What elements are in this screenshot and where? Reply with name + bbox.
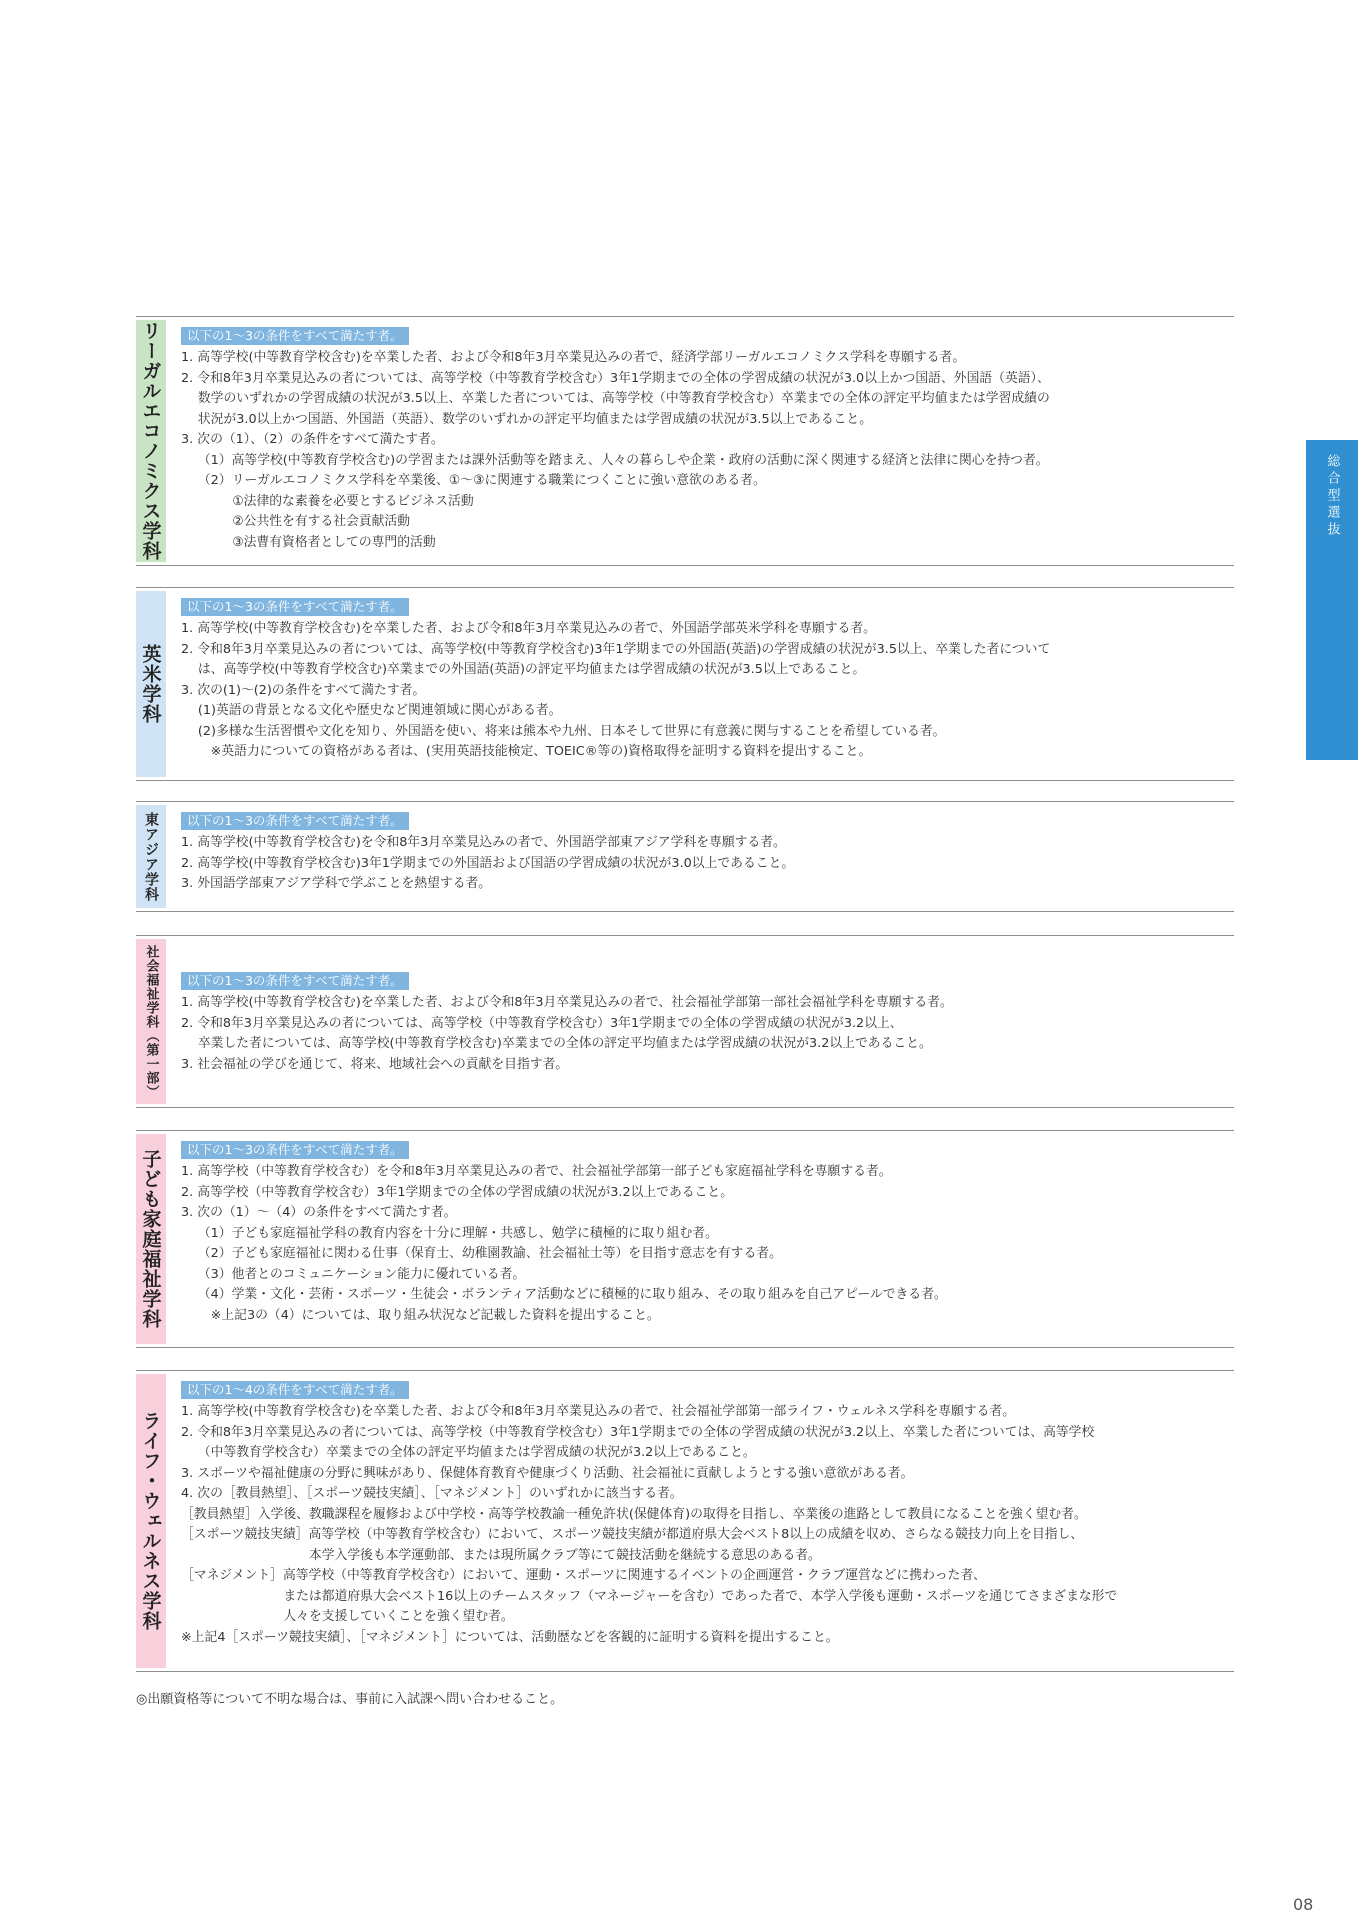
section-label: 社会福祉学科（第一部） (136, 939, 166, 1104)
conditions-list (181, 1162, 1234, 1326)
section-content (181, 810, 1234, 895)
condition-line: ①法律的な素養を必要とするビジネス活動 (181, 493, 474, 509)
condition-line: (1)英語の背景となる文化や歴史など関連領域に関心がある者。 (181, 703, 562, 718)
condition-line: 3. 外国語学部東アジア学科で学ぶことを熱望する者。 (181, 876, 492, 891)
section-label: 英米学科 (136, 591, 166, 777)
condition-line: 3. 次の(1)～(2)の条件をすべて満たす者。 (181, 682, 426, 698)
inquiry-footnote: ◎出願資格等について不明な場合は、事前に入試課へ問い合わせること。 (136, 1692, 564, 1707)
condition-line: 数学のいずれかの学習成績の状況が3.5以上、卒業した者については、高等学校（中等教育学校含む）卒業までの全体の評定平均値または学習成績の (181, 391, 1050, 406)
conditions-list (181, 1402, 1234, 1648)
condition-line: (2)多様な生活習慣や文化を知り、外国語を使い、将来は熊本や九州、日本そして世界に有意義に関与することを希望している者。 (181, 723, 946, 739)
section-label: 東アジア学科 (136, 805, 166, 908)
condition-line: 1. 高等学校(中等教育学校含む)を卒業した者、および令和8年3月卒業見込みの者で、社会福祉学部第一部ライフ・ウェルネス学科を専願する者。 (181, 1404, 1016, 1419)
condition-line: ［マネジメント］高等学校（中等教育学校含む）において、運動・スポーツに関連するイベントの企画運営・クラブ運営などに携わった者、 (181, 1568, 986, 1583)
condition-line: （4）学業・文化・芸術・スポーツ・生徒会・ボランティア活動などに積極的に取り組み、その取り組みを自己アピールできる者。 (181, 1287, 947, 1302)
condition-line: 3. スポーツや福祉健康の分野に興味があり、保健体育教育や健康づくり活動、社会福祉に貢献しようとする強い意欲がある者。 (181, 1465, 914, 1481)
condition-line: 3. 次の（1）～（4）の条件をすべて満たす者。 (181, 1205, 457, 1220)
condition-line: または都道府県大会ベスト16以上のチームスタッフ（マネージャーを含む）であった者で、本学入学後も運動・スポーツを通じてさまざまな形で (181, 1588, 1118, 1604)
condition-line: （2）子ども家庭福祉に関わる仕事（保育士、幼稚園教諭、社会福祉士等）を目指す意志を有する者。 (181, 1246, 782, 1261)
conditions-list (181, 993, 1234, 1075)
condition-line: 卒業した者については、高等学校(中等教育学校含む)卒業までの全体の評定平均値または学習成績の状況が3.2以上であること。 (181, 1036, 932, 1051)
condition-line: 2. 高等学校(中等教育学校含む)3年1学期までの外国語および国語の学習成績の状況が3.0以上であること。 (181, 855, 795, 871)
section-content (181, 970, 1234, 1075)
conditions-list (181, 619, 1234, 763)
conditions-header: 以下の1～3の条件をすべて満たす者。 (181, 812, 409, 830)
conditions-list (181, 348, 1234, 553)
conditions-list (181, 833, 1234, 895)
section-english-american (136, 587, 1234, 781)
condition-line: 1. 高等学校(中等教育学校含む)を卒業した者、および令和8年3月卒業見込みの者で、外国語学部英米学科を専願する者。 (181, 621, 876, 636)
section-label: 子ども家庭福祉学科 (136, 1134, 166, 1344)
condition-line: （1）子ども家庭福祉学科の教育内容を十分に理解・共感し、勉学に積極的に取り組む者。 (181, 1225, 718, 1241)
condition-line: （1）高等学校(中等教育学校含む)の学習または課外活動等を踏まえ、人々の暮らしや企業・政府の活動に深く関連する経済と法律に関心を持つ者。 (181, 452, 1049, 468)
section-content (181, 1379, 1234, 1648)
condition-line: ※上記3の（4）については、取り組み状況など記載した資料を提出すること。 (181, 1307, 660, 1323)
condition-line: （2）リーガルエコノミクス学科を卒業後、①～③に関連する職業につくことに強い意欲のある者。 (181, 473, 766, 488)
conditions-header: 以下の1～4の条件をすべて満たす者。 (181, 1381, 409, 1399)
condition-line: は、高等学校(中等教育学校含む)卒業までの外国語(英語)の評定平均値または学習成績の状況が3.5以上であること。 (181, 662, 866, 677)
condition-line: 1. 高等学校（中等教育学校含む）を令和8年3月卒業見込みの者で、社会福祉学部第一部子ども家庭福祉学科を専願する者。 (181, 1164, 892, 1179)
condition-line: 2. 令和8年3月卒業見込みの者については、高等学校（中等教育学校含む）3年1学期までの全体の学習成績の状況が3.0以上かつ国語、外国語（英語）、 (181, 370, 1050, 386)
condition-line: ②公共性を有する社会貢献活動 (181, 514, 411, 529)
condition-line: 2. 令和8年3月卒業見込みの者については、高等学校(中等教育学校含む)3年1学期までの外国語(英語)の学習成績の状況が3.5以上、卒業した者について (181, 641, 1051, 657)
condition-line: 1. 高等学校(中等教育学校含む)を卒業した者、および令和8年3月卒業見込みの者で、社会福祉学部第一部社会福祉学科を専願する者。 (181, 995, 953, 1010)
section-legal-economics (136, 316, 1234, 566)
condition-line: （3）他者とのコミュニケーション能力に優れている者。 (181, 1266, 526, 1282)
section-child-family-welfare (136, 1130, 1234, 1348)
condition-line: 本学入学後も本学運動部、または現所属クラブ等にて競技活動を継続する意思のある者。 (181, 1547, 821, 1563)
section-label: ライフ・ウェルネス学科 (136, 1374, 166, 1668)
condition-line: ③法曹有資格者としての専門的活動 (181, 534, 436, 550)
side-tab (1306, 440, 1358, 760)
page-number: 08 (1293, 1895, 1314, 1914)
condition-line: 2. 令和8年3月卒業見込みの者については、高等学校（中等教育学校含む）3年1学期までの全体の学習成績の状況が3.2以上、 (181, 1015, 903, 1031)
condition-line: 1. 高等学校(中等教育学校含む)を卒業した者、および令和8年3月卒業見込みの者で、経済学部リーガルエコノミクス学科を専願する者。 (181, 350, 966, 365)
condition-line: ［教員熱望］入学後、教職課程を履修および中学校・高等学校教諭一種免許状(保健体育)の取得を目指し、卒業後の進路として教員になることを強く望む者。 (181, 1506, 1087, 1522)
conditions-header: 以下の1～3の条件をすべて満たす者。 (181, 327, 409, 345)
section-content (181, 1139, 1234, 1326)
condition-line: ※上記4［スポーツ競技実績］、［マネジメント］については、活動歴などを客観的に証明する資料を提出すること。 (181, 1629, 839, 1645)
section-life-wellness (136, 1370, 1234, 1672)
condition-line: ［スポーツ競技実績］高等学校（中等教育学校含む）において、スポーツ競技実績が都道府県大会ベスト8以上の成績を収め、さらなる競技力向上を目指し、 (181, 1527, 1084, 1542)
conditions-header: 以下の1～3の条件をすべて満たす者。 (181, 1141, 409, 1159)
condition-line: 2. 高等学校（中等教育学校含む）3年1学期までの全体の学習成績の状況が3.2以上であること。 (181, 1184, 733, 1200)
condition-line: 3. 社会福祉の学びを通じて、将来、地域社会への貢献を目指す者。 (181, 1056, 569, 1072)
condition-line: 状況が3.0以上かつ国語、外国語（英語）、数学のいずれかの評定平均値または学習成績の状況が3.5以上であること。 (181, 411, 873, 427)
section-social-welfare (136, 935, 1234, 1108)
side-tab-label: 総合型選抜 (1324, 454, 1340, 539)
section-east-asia (136, 801, 1234, 912)
condition-line: ※英語力についての資格がある者は、(実用英語技能検定、TOEIC®等の)資格取得を証明する資料を提出すること。 (181, 744, 872, 759)
section-content (181, 596, 1234, 763)
condition-line: 人々を支援していくことを強く望む者。 (181, 1609, 514, 1624)
condition-line: 1. 高等学校(中等教育学校含む)を令和8年3月卒業見込みの者で、外国語学部東アジア学科を専願する者。 (181, 835, 786, 850)
section-content (181, 325, 1234, 553)
section-label: リーガルエコノミクス学科 (136, 320, 166, 562)
conditions-header: 以下の1～3の条件をすべて満たす者。 (181, 598, 409, 616)
condition-line: 4. 次の［教員熱望］、［スポーツ競技実績］、［マネジメント］のいずれかに該当する者。 (181, 1486, 683, 1501)
conditions-header: 以下の1～3の条件をすべて満たす者。 (181, 972, 409, 990)
condition-line: 3. 次の（1）、（2）の条件をすべて満たす者。 (181, 432, 444, 447)
condition-line: （中等教育学校含む）卒業までの全体の評定平均値または学習成績の状況が3.2以上であること。 (181, 1445, 756, 1460)
condition-line: 2. 令和8年3月卒業見込みの者については、高等学校（中等教育学校含む）3年1学期までの全体の学習成績の状況が3.2以上、卒業した者については、高等学校 (181, 1424, 1095, 1440)
